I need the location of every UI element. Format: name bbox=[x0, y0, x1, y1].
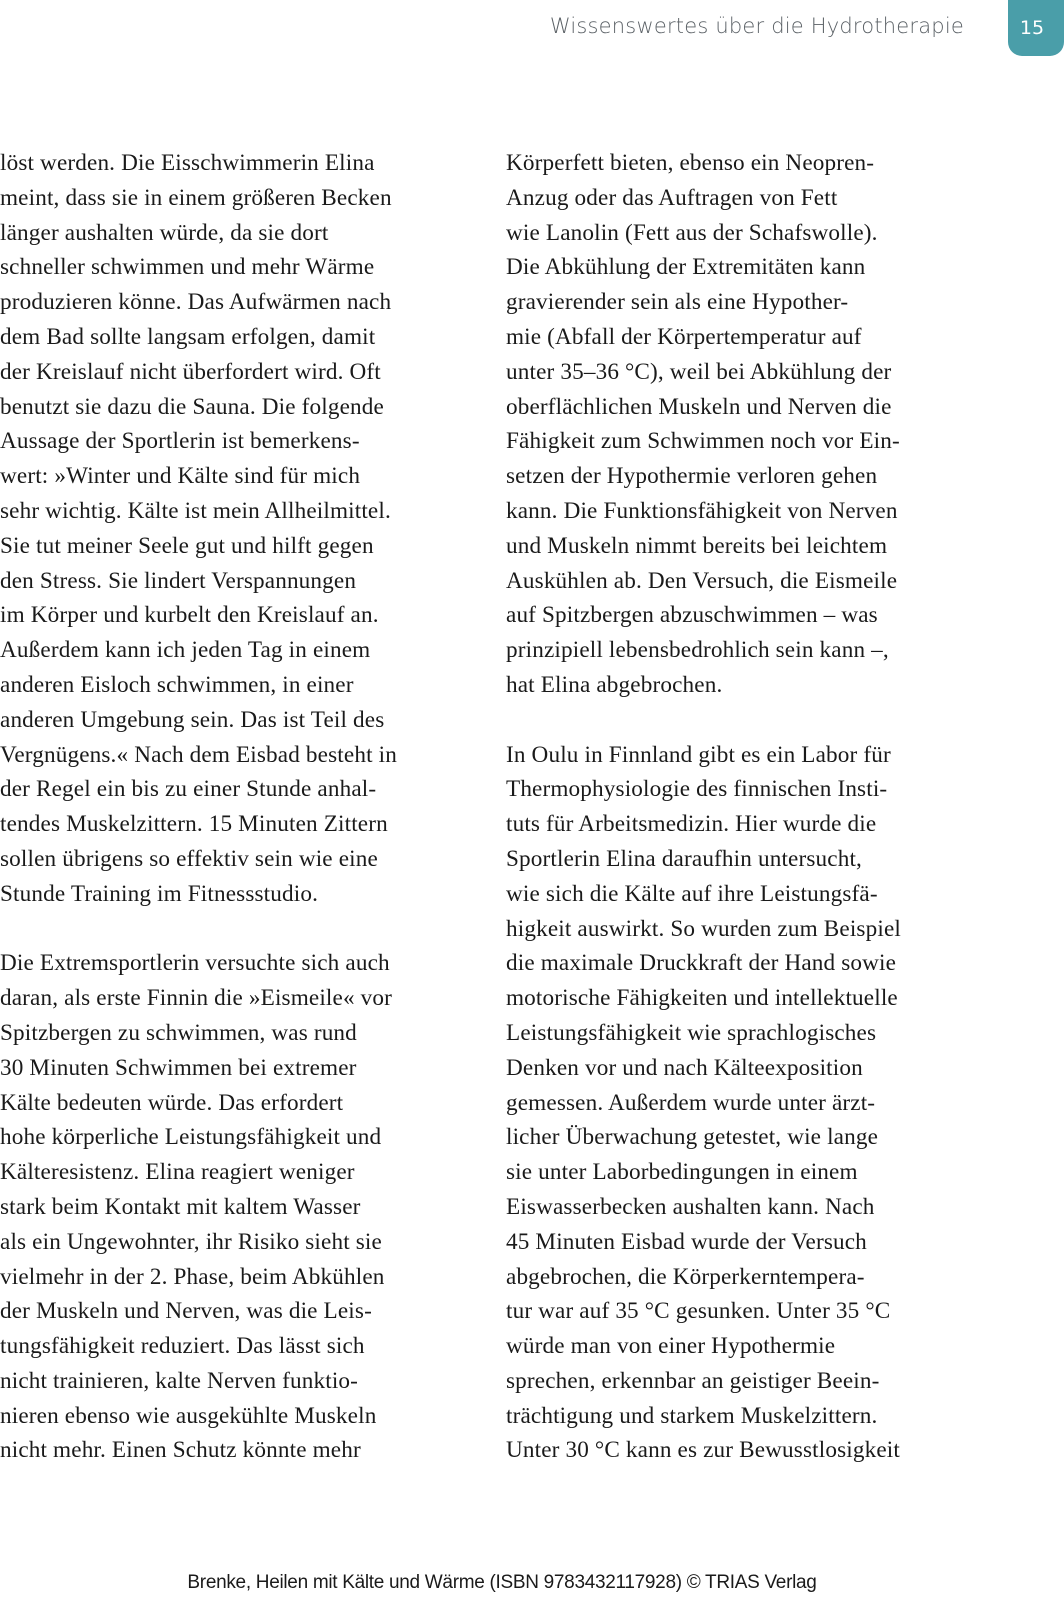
text-line: gemessen. Außerdem wurde unter ärzt- bbox=[506, 1089, 876, 1116]
text-line: schneller schwimmen und mehr Wärme bbox=[0, 254, 375, 281]
text-line: sprechen, erkennbar an geistiger Beein- bbox=[506, 1367, 880, 1394]
text-line: hohe körperliche Leistungsfähigkeit und bbox=[0, 1124, 382, 1151]
text-line: higkeit auswirkt. So wurden zum Beispiel bbox=[506, 915, 901, 942]
text-line: motorische Fähigkeiten und intellektuelle bbox=[506, 985, 898, 1012]
page-number: 15 bbox=[1019, 17, 1045, 39]
text-line: Anzug oder das Auftragen von Fett bbox=[506, 184, 838, 211]
text-line: der Kreislauf nicht überfordert wird. Oft bbox=[0, 358, 381, 385]
text-line: benutzt sie dazu die Sauna. Die folgende bbox=[0, 393, 384, 420]
text-line: wie sich die Kälte auf ihre Leistungsfä- bbox=[506, 880, 878, 907]
text-line: länger aushalten würde, da sie dort bbox=[0, 219, 329, 246]
paragraph bbox=[506, 738, 986, 1469]
text-line: wie Lanolin (Fett aus der Schafswolle). bbox=[506, 219, 878, 246]
text-line: sie unter Laborbedingungen in einem bbox=[506, 1159, 858, 1186]
text-line: löst werden. Die Eisschwimmerin Elina bbox=[0, 150, 375, 176]
text-line: Eiswasserbecken aushalten kann. Nach bbox=[506, 1193, 875, 1220]
text-line: sehr wichtig. Kälte ist mein Allheilmittel. bbox=[0, 497, 391, 524]
text-line: Körperfett bieten, ebenso ein Neopren- bbox=[506, 150, 875, 176]
text-line: trächtigung und starkem Muskelzittern. bbox=[506, 1402, 878, 1429]
text-line: Die Extremsportlerin versuchte sich auch bbox=[0, 950, 390, 977]
text-line: nicht trainieren, kalte Nerven funktio- bbox=[0, 1367, 359, 1394]
text-line: daran, als erste Finnin die »Eismeile« vor bbox=[0, 985, 393, 1012]
text-line: auf Spitzbergen abzuschwimmen – was bbox=[506, 602, 878, 629]
text-line: tungsfähigkeit reduziert. Das lässt sich bbox=[0, 1333, 365, 1360]
text-line: setzen der Hypothermie verloren gehen bbox=[506, 463, 878, 490]
paragraph bbox=[0, 146, 480, 912]
text-line: nicht mehr. Einen Schutz könnte mehr bbox=[0, 1437, 361, 1464]
text-line: dem Bad sollte langsam erfolgen, damit bbox=[0, 323, 376, 350]
text-line: im Körper und kurbelt den Kreislauf an. bbox=[0, 602, 379, 629]
text-line: würde man von einer Hypothermie bbox=[506, 1333, 836, 1360]
text-line: tuts für Arbeitsmedizin. Hier wurde die bbox=[506, 811, 877, 838]
text-line: unter 35–36 °C), weil bei Abkühlung der bbox=[506, 358, 892, 385]
text-line: In Oulu in Finnland gibt es ein Labor für bbox=[506, 741, 891, 768]
text-line: oberflächlichen Muskeln und Nerven die bbox=[506, 393, 892, 420]
text-line: der Regel ein bis zu einer Stunde anhal- bbox=[0, 776, 377, 803]
footer-citation: Brenke, Heilen mit Kälte und Wärme (ISBN 9783432117928) © TRIAS Verlag bbox=[187, 1572, 817, 1593]
text-line: nieren ebenso wie ausgekühlte Muskeln bbox=[0, 1402, 377, 1429]
text-line: Außerdem kann ich jeden Tag in einem bbox=[0, 637, 371, 664]
text-line: Vergnügens.« Nach dem Eisbad besteht in bbox=[0, 741, 397, 768]
text-line: Kälteresistenz. Elina reagiert weniger bbox=[0, 1159, 355, 1186]
text-line: Stunde Training im Fitnessstudio. bbox=[0, 880, 319, 907]
text-line: tendes Muskelzittern. 15 Minuten Zittern bbox=[0, 811, 388, 838]
text-line: Fähigkeit zum Schwimmen noch vor Ein- bbox=[506, 428, 900, 455]
text-line: und Muskeln nimmt bereits bei leichtem bbox=[506, 532, 888, 559]
text-line: Aussage der Sportlerin ist bemerkens- bbox=[0, 428, 360, 455]
text-line: 30 Minuten Schwimmen bei extremer bbox=[0, 1054, 357, 1081]
text-line: tur war auf 35 °C gesunken. Unter 35 °C bbox=[506, 1298, 891, 1325]
text-line: prinzipiell lebensbedrohlich sein kann –, bbox=[506, 637, 889, 664]
text-line: sollen übrigens so effektiv sein wie eine bbox=[0, 845, 378, 872]
running-title: Wissenswertes über die Hydrotherapie bbox=[549, 14, 964, 38]
left-column bbox=[0, 146, 480, 1468]
paragraph bbox=[0, 946, 480, 1468]
text-line: als ein Ungewohnter, ihr Risiko sieht sie bbox=[0, 1228, 382, 1255]
text-line: Leistungsfähigkeit wie sprachlogisches bbox=[506, 1019, 877, 1046]
right-column bbox=[506, 146, 986, 1468]
text-line: wert: »Winter und Kälte sind für mich bbox=[0, 463, 361, 490]
text-line: abgebrochen, die Körperkerntempera- bbox=[506, 1263, 865, 1290]
text-line: Kälte bedeuten würde. Das erfordert bbox=[0, 1089, 344, 1116]
text-line: meint, dass sie in einem größeren Becken bbox=[0, 184, 392, 211]
text-line: Sie tut meiner Seele gut und hilft gegen bbox=[0, 532, 374, 559]
text-line: den Stress. Sie lindert Verspannungen bbox=[0, 567, 357, 594]
text-line: kann. Die Funktionsfähigkeit von Nerven bbox=[506, 497, 898, 524]
paragraph-spacer bbox=[0, 912, 480, 947]
text-line: licher Überwachung getestet, wie lange bbox=[506, 1124, 879, 1151]
text-line: der Muskeln und Nerven, was die Leis- bbox=[0, 1298, 372, 1325]
text-line: anderen Umgebung sein. Das ist Teil des bbox=[0, 706, 385, 733]
text-line: anderen Eisloch schwimmen, in einer bbox=[0, 671, 354, 698]
text-line: hat Elina abgebrochen. bbox=[506, 671, 723, 698]
text-line: gravierender sein als eine Hypother- bbox=[506, 289, 849, 316]
text-line: produzieren könne. Das Aufwärmen nach bbox=[0, 289, 392, 316]
text-line: Spitzbergen zu schwimmen, was rund bbox=[0, 1019, 357, 1046]
paragraph bbox=[506, 146, 986, 703]
text-line: 45 Minuten Eisbad wurde der Versuch bbox=[506, 1228, 867, 1255]
text-line: Auskühlen ab. Den Versuch, die Eismeile bbox=[506, 567, 898, 594]
page-number-badge bbox=[1008, 0, 1064, 56]
paragraph-spacer bbox=[506, 703, 986, 738]
text-line: die maximale Druckkraft der Hand sowie bbox=[506, 950, 897, 977]
text-line: Sportlerin Elina daraufhin untersucht, bbox=[506, 845, 862, 872]
text-line: stark beim Kontakt mit kaltem Wasser bbox=[0, 1193, 361, 1220]
text-line: Die Abkühlung der Extremitäten kann bbox=[506, 254, 866, 281]
text-line: mie (Abfall der Körpertemperatur auf bbox=[506, 323, 862, 350]
text-line: Unter 30 °C kann es zur Bewusstlosigkeit bbox=[506, 1437, 900, 1464]
text-line: Denken vor und nach Kälteexposition bbox=[506, 1054, 863, 1081]
text-line: Thermophysiologie des finnischen Insti- bbox=[506, 776, 888, 803]
text-line: vielmehr in der 2. Phase, beim Abkühlen bbox=[0, 1263, 385, 1290]
